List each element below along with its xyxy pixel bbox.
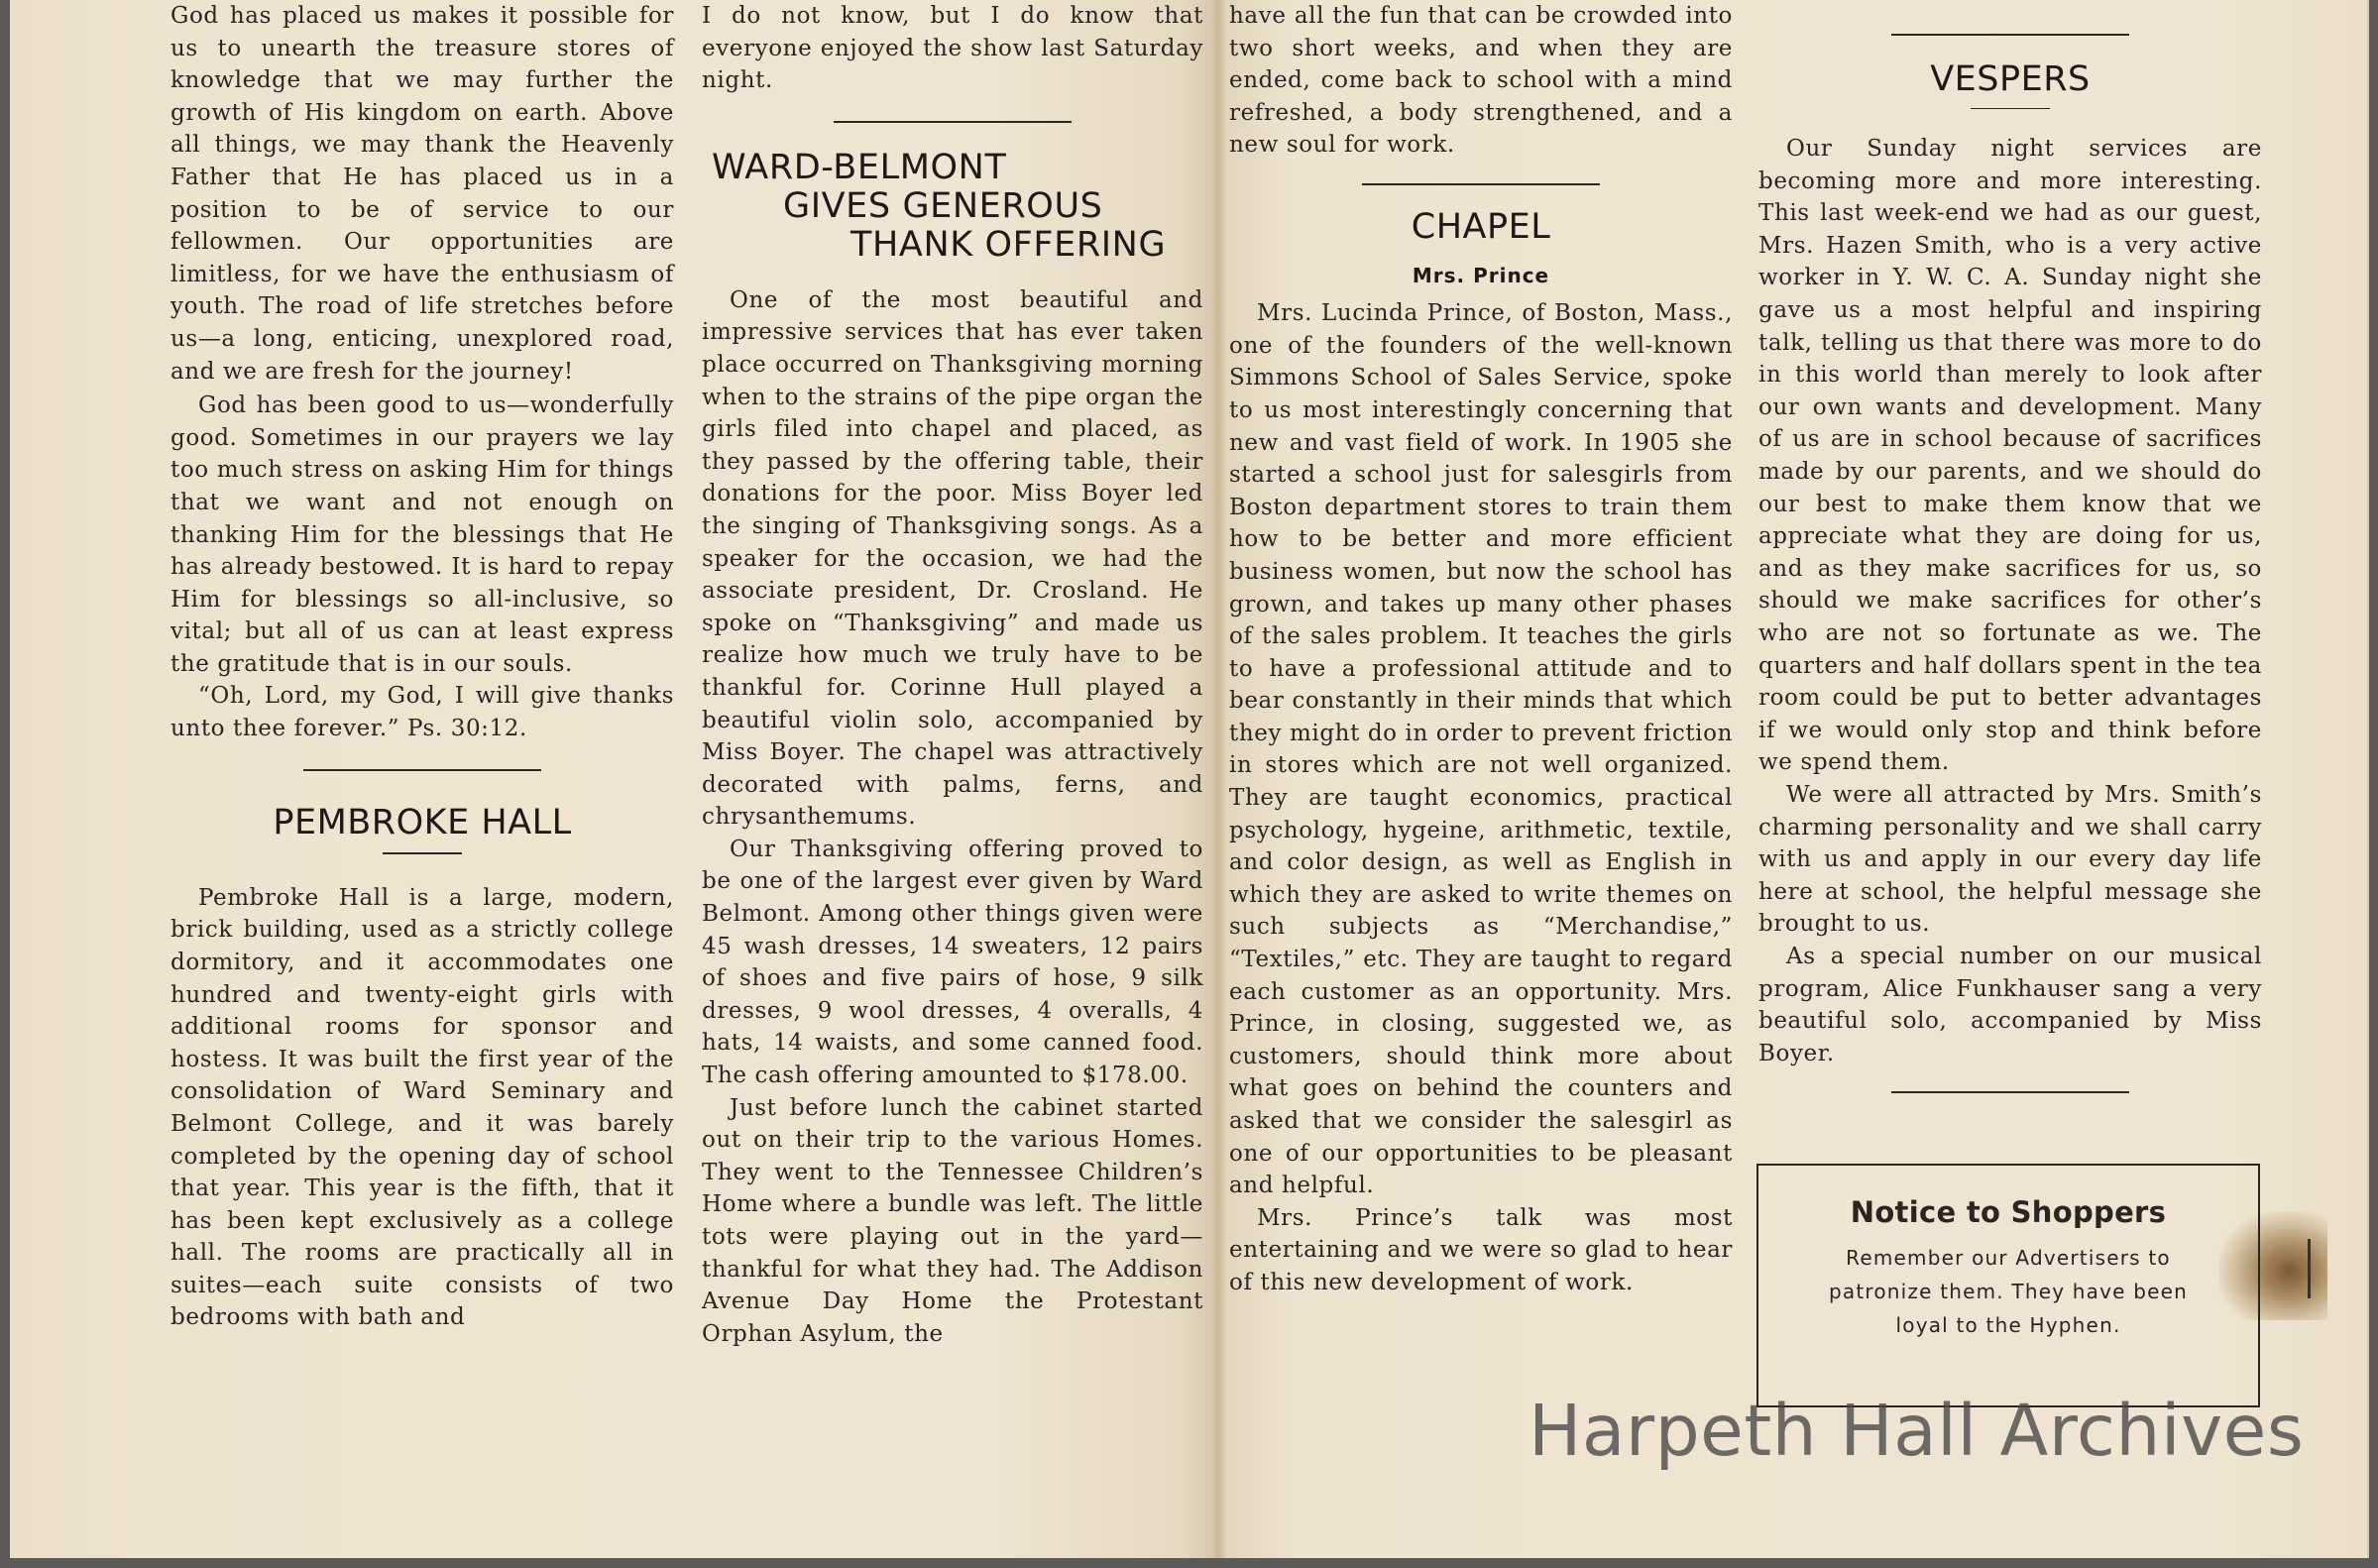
heading-underline (1971, 108, 2050, 110)
section-divider (1362, 183, 1600, 185)
vespers-paragraph-2: We were all attracted by Mrs. Smith’s charming personality and we shall carry with us and apply in our every day life here at school, the helpful message she brought to us. (1758, 781, 2262, 938)
notice-title: Notice to Shoppers (1850, 1195, 2167, 1229)
section-divider (1891, 1091, 2129, 1093)
notice-line-1: Remember our Advertisers to (1846, 1246, 2171, 1270)
headline-line-2: GIVES GENEROUS (783, 185, 1103, 226)
section-divider (834, 121, 1072, 123)
notice-line-3: loyal to the Hyphen. (1895, 1313, 2121, 1337)
pembroke-hall-heading: PEMBROKE HALL (273, 802, 572, 842)
page-gutter (1211, 0, 1225, 1558)
heading-underline (383, 852, 462, 854)
newspaper-spread (10, 0, 2369, 1558)
vespers-heading: VESPERS (1930, 59, 2091, 99)
headline-line-3: THANK OFFERING (850, 224, 1167, 265)
archive-watermark: Harpeth Hall Archives (1529, 1390, 2305, 1472)
chapel-heading: CHAPEL (1411, 206, 1551, 247)
section-divider (303, 769, 541, 771)
column-4 (1758, 0, 2262, 1093)
chapel-paragraph-1: Mrs. Lucinda Prince, of Boston, Mass., one of the founders of the well-known Simmons School of Sales Service, spoke to us most interestingly concerning that new and vast field of work. In 1905 she started a school just for salesgirls from Boston department stores to train them how to be better and more efficient business women, but now the school has grown, and takes up many other phases of the sales problem. It teaches the girls to have a professional attitude and to bear constantly in their minds that which they might do in order to prevent friction in stores which are not well organized. They are taught economics, practical psychology, hygeine, arithmetic, textile, and color design, as well as English in which they are asked to write themes on such subjects as “Merchandise,” “Textiles,” etc. They are taught to regard each customer as an opportunity. Mrs. Prince, in closing, suggested we, as customers, should think more about what goes on behind the counters and asked that we consider the salesgirl as one of our opportunities to be pleasant and helpful. (1229, 300, 1733, 1199)
column-2 (702, 0, 1203, 1350)
column-1-continued-paragraph: God has placed us makes it possible for us to unearth the treasure stores of knowledge that we may further the growth of His kingdom on earth. Above all things, we may thank the Heavenly Father that He has placed us in a position to be of service to our fellowmen. Our opportunities are limitless, for we have the enthusiasm of youth. The road of life stretches before us—a long, enticing, unexplored road, and we are fresh for the journey! (170, 3, 674, 385)
ward-belmont-headline (702, 149, 1203, 265)
chapel-subheading: Mrs. Prince (1412, 263, 1550, 287)
thank-offering-paragraph-3: Just before lunch the cabinet started out on their trip to the various Homes. They went to the Tennessee Children’s Home where a bundle was left. The little tots were playing out in the yard—thankful for what they had. The Addison Avenue Day Home the Protestant Orphan Asylum, the (702, 1094, 1203, 1347)
column-1 (170, 0, 674, 1334)
notice-to-shoppers-box (1756, 1164, 2260, 1407)
page-edge-mark (2308, 1239, 2311, 1298)
headline-line-1: WARD-BELMONT (712, 147, 1007, 187)
thank-offering-paragraph-1: One of the most beautiful and impressive services that has ever taken place occurred on Thanksgiving morning when to the strains of the pipe organ the girls filed into chapel and placed, as they passed by the offering table, their donations for the poor. Miss Boyer led the singing of Thanksgiving songs. As a speaker for the occasion, we had the associate president, Dr. Crosland. He spoke on “Thanksgiving” and made us realize how much we truly have to be thankful for. Corinne Hull played a beautiful violin solo, accompanied by Miss Boyer. The chapel was attractively decorated with palms, ferns, and chrysanthemums. (702, 286, 1203, 831)
thank-offering-paragraph-2: Our Thanksgiving offering proved to be one of the largest ever given by Ward Belmont. Among other things given were 45 wash dresses, 14 sweaters, 12 pairs of shoes and five pairs of hose, 9 silk dresses, 9 wool dresses, 4 overalls, 4 hats, 14 waists, and some canned food. The cash offering amounted to $178.00. (702, 836, 1203, 1089)
column-1-paragraph: God has been good to us—wonderfully good. Sometimes in our prayers we lay too much stress on asking Him for things that we want and not enough on thanking Him for the blessings that He has already bestowed. It is hard to repay Him for blessings so all-inclusive, so vital; but all of us can at least express the gratitude that is in our souls. (170, 392, 674, 677)
column-3-continued-paragraph: have all the fun that can be crowded into two short weeks, and when they are ended, come back to school with a mind refreshed, a body strengthened, and a new soul for work. (1229, 3, 1733, 159)
chapel-paragraph-2: Mrs. Prince’s talk was most entertaining and we were so glad to hear of this new development of work. (1229, 1204, 1733, 1295)
section-divider (1891, 34, 2129, 36)
column-3 (1229, 0, 1733, 1299)
pembroke-hall-article: Pembroke Hall is a large, modern, brick building, used as a strictly college dormitory, and it accommodates one hundred and twenty-eight girls with additional rooms for sponsor and hostess. It was built the first year of the consolidation of Ward Seminary and Belmont College, and it was barely completed by the opening day of school that year. This year is the fifth, that it has been kept exclusively as a college hall. The rooms are practically all in suites—each suite consists of two bedrooms with bath and (170, 884, 674, 1331)
vespers-paragraph-3: As a special number on our musical program, Alice Funkhauser sang a very beautiful solo, accompanied by Miss Boyer. (1758, 943, 2262, 1066)
notice-line-2: patronize them. They have been (1828, 1280, 2189, 1303)
notice-body (1758, 1241, 2258, 1342)
column-2-continued-paragraph: I do not know, but I do know that everyone enjoyed the show last Saturday night. (702, 3, 1203, 94)
vespers-paragraph-1: Our Sunday night services are becoming more and more interesting. This last week-end we had as our guest, Mrs. Hazen Smith, who is a very active worker in Y. W. C. A. Sunday night she gave us a most helpful and inspiring talk, telling us that there was more to do in this world than merely to look after our own wants and development. Many of us are in school because of sacrifices made by our parents, and we should do our best to make them know that we appreciate what they are doing for us, and as they make sacrifices for us, so should we make sacrifices for other’s who are not so fortunate as we. The quarters and half dollars spent in the tea room could be put to better advantages if we would only stop and think before we spend them. (1758, 136, 2262, 776)
scripture-quote: “Oh, Lord, my God, I will give thanks unto thee forever.” Ps. 30:12. (170, 683, 674, 742)
